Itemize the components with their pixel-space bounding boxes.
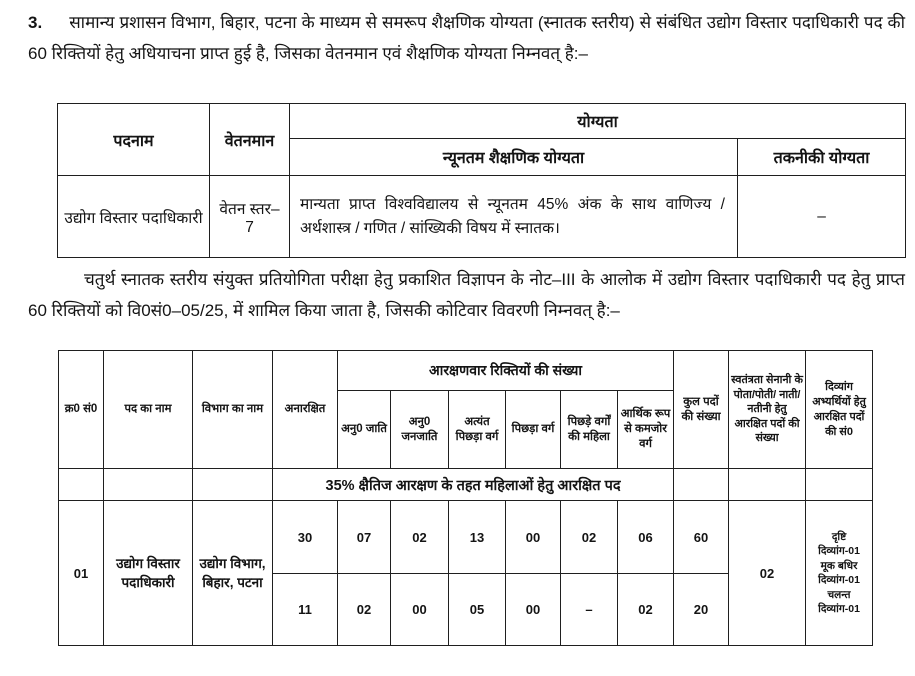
- th-min-edu-qualification: न्यूनतम शैक्षणिक योग्यता: [290, 139, 738, 176]
- table-row: [59, 501, 873, 574]
- table-row: [58, 176, 906, 258]
- th-ews: आर्थिक रूप से कमजोर वर्ग: [618, 391, 674, 469]
- th-bc: पिछड़ा वर्ग: [506, 391, 561, 469]
- disabled-line: दिव्यांग-01: [818, 603, 860, 615]
- th-qualification: योग्यता: [290, 104, 906, 139]
- cell-serial: 01: [59, 501, 104, 646]
- paragraph-3-text: सामान्य प्रशासन विभाग, बिहार, पटना के माध्यम से समरूप शैक्षणिक योग्यता (स्नातक स्तरीय) से संबंधित उद्योग विस्तार पदाधिकारी पद की 60 रिक्तियों हेतु अधियाचना प्राप्त हुई है, जिसका वेतनमान एवं शैक्षणिक योग्यता निम्नवत् है:–: [28, 13, 905, 63]
- th-post-name: पदनाम: [58, 104, 210, 176]
- cell-empty: [59, 469, 104, 501]
- cell-technical-qualification: –: [738, 176, 906, 258]
- cell-disabled: [806, 501, 873, 646]
- paragraph-4-text: चतुर्थ स्नातक स्तरीय संयुक्त प्रतियोगिता परीक्षा हेतु प्रकाशित विज्ञापन के नोट–III के आलोक में उद्योग विस्तार पदाधिकारी पद हेतु प्राप्त 60 रिक्तियों को वि0सं0–05/25, में शामिल किया जाता है, जिसकी कोटिवार विवरणी निम्नवत् है:–: [28, 270, 905, 320]
- cell-unreserved-r1: 30: [273, 501, 338, 574]
- cell-empty: [674, 469, 729, 501]
- paragraph-3-number: 3.: [28, 13, 43, 32]
- th-st: अनु0 जनजाति: [391, 391, 449, 469]
- pay-qualification-table: [57, 103, 906, 258]
- vacancy-table: [58, 350, 873, 646]
- cell-sc-r2: 02: [338, 574, 391, 646]
- th-pay-scale: वेतनमान: [210, 104, 290, 176]
- cell-empty: [806, 469, 873, 501]
- cell-empty: [729, 469, 806, 501]
- cell-ews-r1: 06: [618, 501, 674, 574]
- cell-empty: [104, 469, 193, 501]
- cell-bc-r1: 00: [506, 501, 561, 574]
- cell-post-name: उद्योग विस्तार पदाधिकारी: [58, 176, 210, 258]
- cell-pay-scale: वेतन स्तर–7: [210, 176, 290, 258]
- cell-ebc-r1: 13: [449, 501, 506, 574]
- th-total-posts: कुल पदों की संख्या: [674, 351, 729, 469]
- cell-min-edu-qualification: मान्यता प्राप्त विश्वविद्यालय से न्यूनतम 45% अंक के साथ वाणिज्य / अर्थशास्त्र / गणित / सांख्यिकी विषय में स्नातक।: [290, 176, 738, 258]
- horizontal-reservation-note: 35% क्षैतिज आरक्षण के तहत महिलाओं हेतु आरक्षित पद: [273, 469, 674, 501]
- disabled-line: दिव्यांग-01: [818, 545, 860, 557]
- cell-post-name: उद्योग विस्तार पदाधिकारी: [104, 501, 193, 646]
- th-reservation-group: आरक्षणवार रिक्तियों की संख्या: [338, 351, 674, 391]
- th-post-name: पद का नाम: [104, 351, 193, 469]
- th-ebc: अत्यंत पिछड़ा वर्ग: [449, 391, 506, 469]
- cell-ebc-r2: 05: [449, 574, 506, 646]
- cell-department: उद्योग विभाग, बिहार, पटना: [193, 501, 273, 646]
- cell-st-r2: 00: [391, 574, 449, 646]
- th-sc: अनु0 जाति: [338, 391, 391, 469]
- cell-total-r1: 60: [674, 501, 729, 574]
- cell-sc-r1: 07: [338, 501, 391, 574]
- cell-bc-women-r2: –: [561, 574, 618, 646]
- th-disabled: दिव्यांग अभ्यर्थियों हेतु आरक्षित पदों की सं0: [806, 351, 873, 469]
- paragraph-3: [28, 8, 905, 69]
- th-serial: क्र0 सं0: [59, 351, 104, 469]
- th-unreserved: अनारक्षित: [273, 351, 338, 469]
- th-freedom-fighter: स्वतंत्रता सेनानी के पोता/पोती/ नाती/ नतीनी हेतु आरक्षित पदों की संख्या: [729, 351, 806, 469]
- disabled-line: दिव्यांग-01: [818, 574, 860, 586]
- cell-ews-r2: 02: [618, 574, 674, 646]
- paragraph-4: [28, 265, 905, 326]
- disabled-line: दृष्टि: [831, 530, 847, 543]
- cell-unreserved-r2: 11: [273, 574, 338, 646]
- cell-total-r2: 20: [674, 574, 729, 646]
- cell-st-r1: 02: [391, 501, 449, 574]
- th-technical-qualification: तकनीकी योग्यता: [738, 139, 906, 176]
- disabled-line: चलन्त: [827, 588, 851, 601]
- th-bc-women: पिछड़े वर्गों की महिला: [561, 391, 618, 469]
- cell-bc-women-r1: 02: [561, 501, 618, 574]
- disabled-line: मूक बधिर: [820, 559, 858, 572]
- cell-empty: [193, 469, 273, 501]
- cell-bc-r2: 00: [506, 574, 561, 646]
- th-department: विभाग का नाम: [193, 351, 273, 469]
- cell-freedom-fighter: 02: [729, 501, 806, 646]
